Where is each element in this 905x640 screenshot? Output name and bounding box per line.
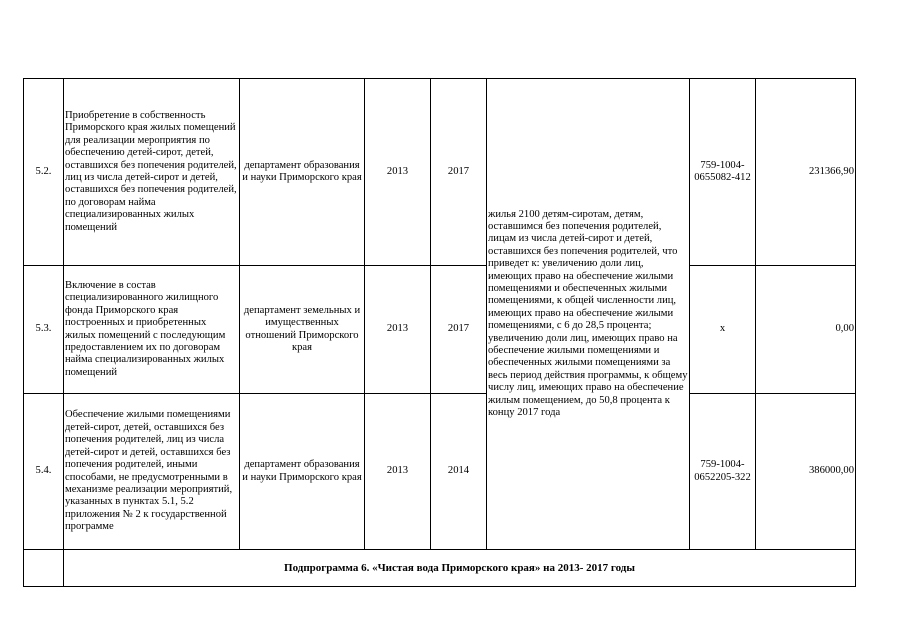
subprogram-title: Подпрограмма 6. «Чистая вода Приморского края» на 2013- 2017 годы (64, 550, 856, 587)
funding-amount: 231366,90 (756, 79, 856, 266)
measure-name: Приобретение в собственность Приморского края жилых помещений для реализации мероприятия по обеспечению детей-сирот, детей, оставшихся без попечения родителей, лиц из числа детей-сирот и детей, оставшихся без попечения родителей, по договорам найма специализированных жилых помещений (64, 79, 240, 266)
funding-amount: 0,00 (756, 266, 856, 394)
responsible-agency: департамент образования и науки Приморского края (240, 394, 365, 550)
program-measures-table (23, 78, 856, 587)
empty-number-cell (24, 550, 64, 587)
budget-code: х (690, 266, 756, 394)
start-year: 2013 (365, 79, 431, 266)
row-number: 5.2. (24, 79, 64, 266)
budget-code: 759-1004-0652205-322 (690, 394, 756, 550)
table-row (24, 266, 856, 394)
expected-result: жилья 2100 детям-сиротам, детям, оставшимся без попечения родителей, лицам из числа детей-сирот и детей, оставшихся без попечения родителей, что приведет к: увеличению доли лиц, имеющих право на обеспечение жилыми помещениями и обеспеченных жилыми помещениями, к общей численности лиц, имеющих право на обеспечение жилыми помещениями, с 6 до 28,5 процента; увеличению доли лиц, имеющих право на обеспечение жилыми помещениями и обеспеченных жилыми помещениями за весь период действия программы, к общему числу лиц, имеющих право на обеспечение жилым помещением, до 50,8 процента к концу 2017 года (487, 79, 690, 550)
end-year: 2017 (431, 79, 487, 266)
end-year: 2014 (431, 394, 487, 550)
measure-name: Обеспечение жилыми помещениями детей-сирот, детей, оставшихся без попечения родителей, лиц из числа детей-сирот и детей, оставшихся без попечения родителей, иными способами, не предусмотренными в механизме реализации мероприятий, указанных в пунктах 5.1, 5.2 приложения № 2 к государственной программе (64, 394, 240, 550)
row-number: 5.3. (24, 266, 64, 394)
start-year: 2013 (365, 394, 431, 550)
row-number: 5.4. (24, 394, 64, 550)
budget-code: 759-1004-0655082-412 (690, 79, 756, 266)
measure-name: Включение в состав специализированного жилищного фонда Приморского края построенных и приобретенных жилых помещений с последующим предоставлением их по договорам найма специализированных жилых помещений (64, 266, 240, 394)
funding-amount: 386000,00 (756, 394, 856, 550)
end-year: 2017 (431, 266, 487, 394)
subprogram-row (24, 550, 856, 587)
responsible-agency: департамент образования и науки Приморского края (240, 79, 365, 266)
table-row (24, 79, 856, 266)
responsible-agency: департамент земельных и имущественных отношений Приморского края (240, 266, 365, 394)
start-year: 2013 (365, 266, 431, 394)
table-row (24, 394, 856, 550)
